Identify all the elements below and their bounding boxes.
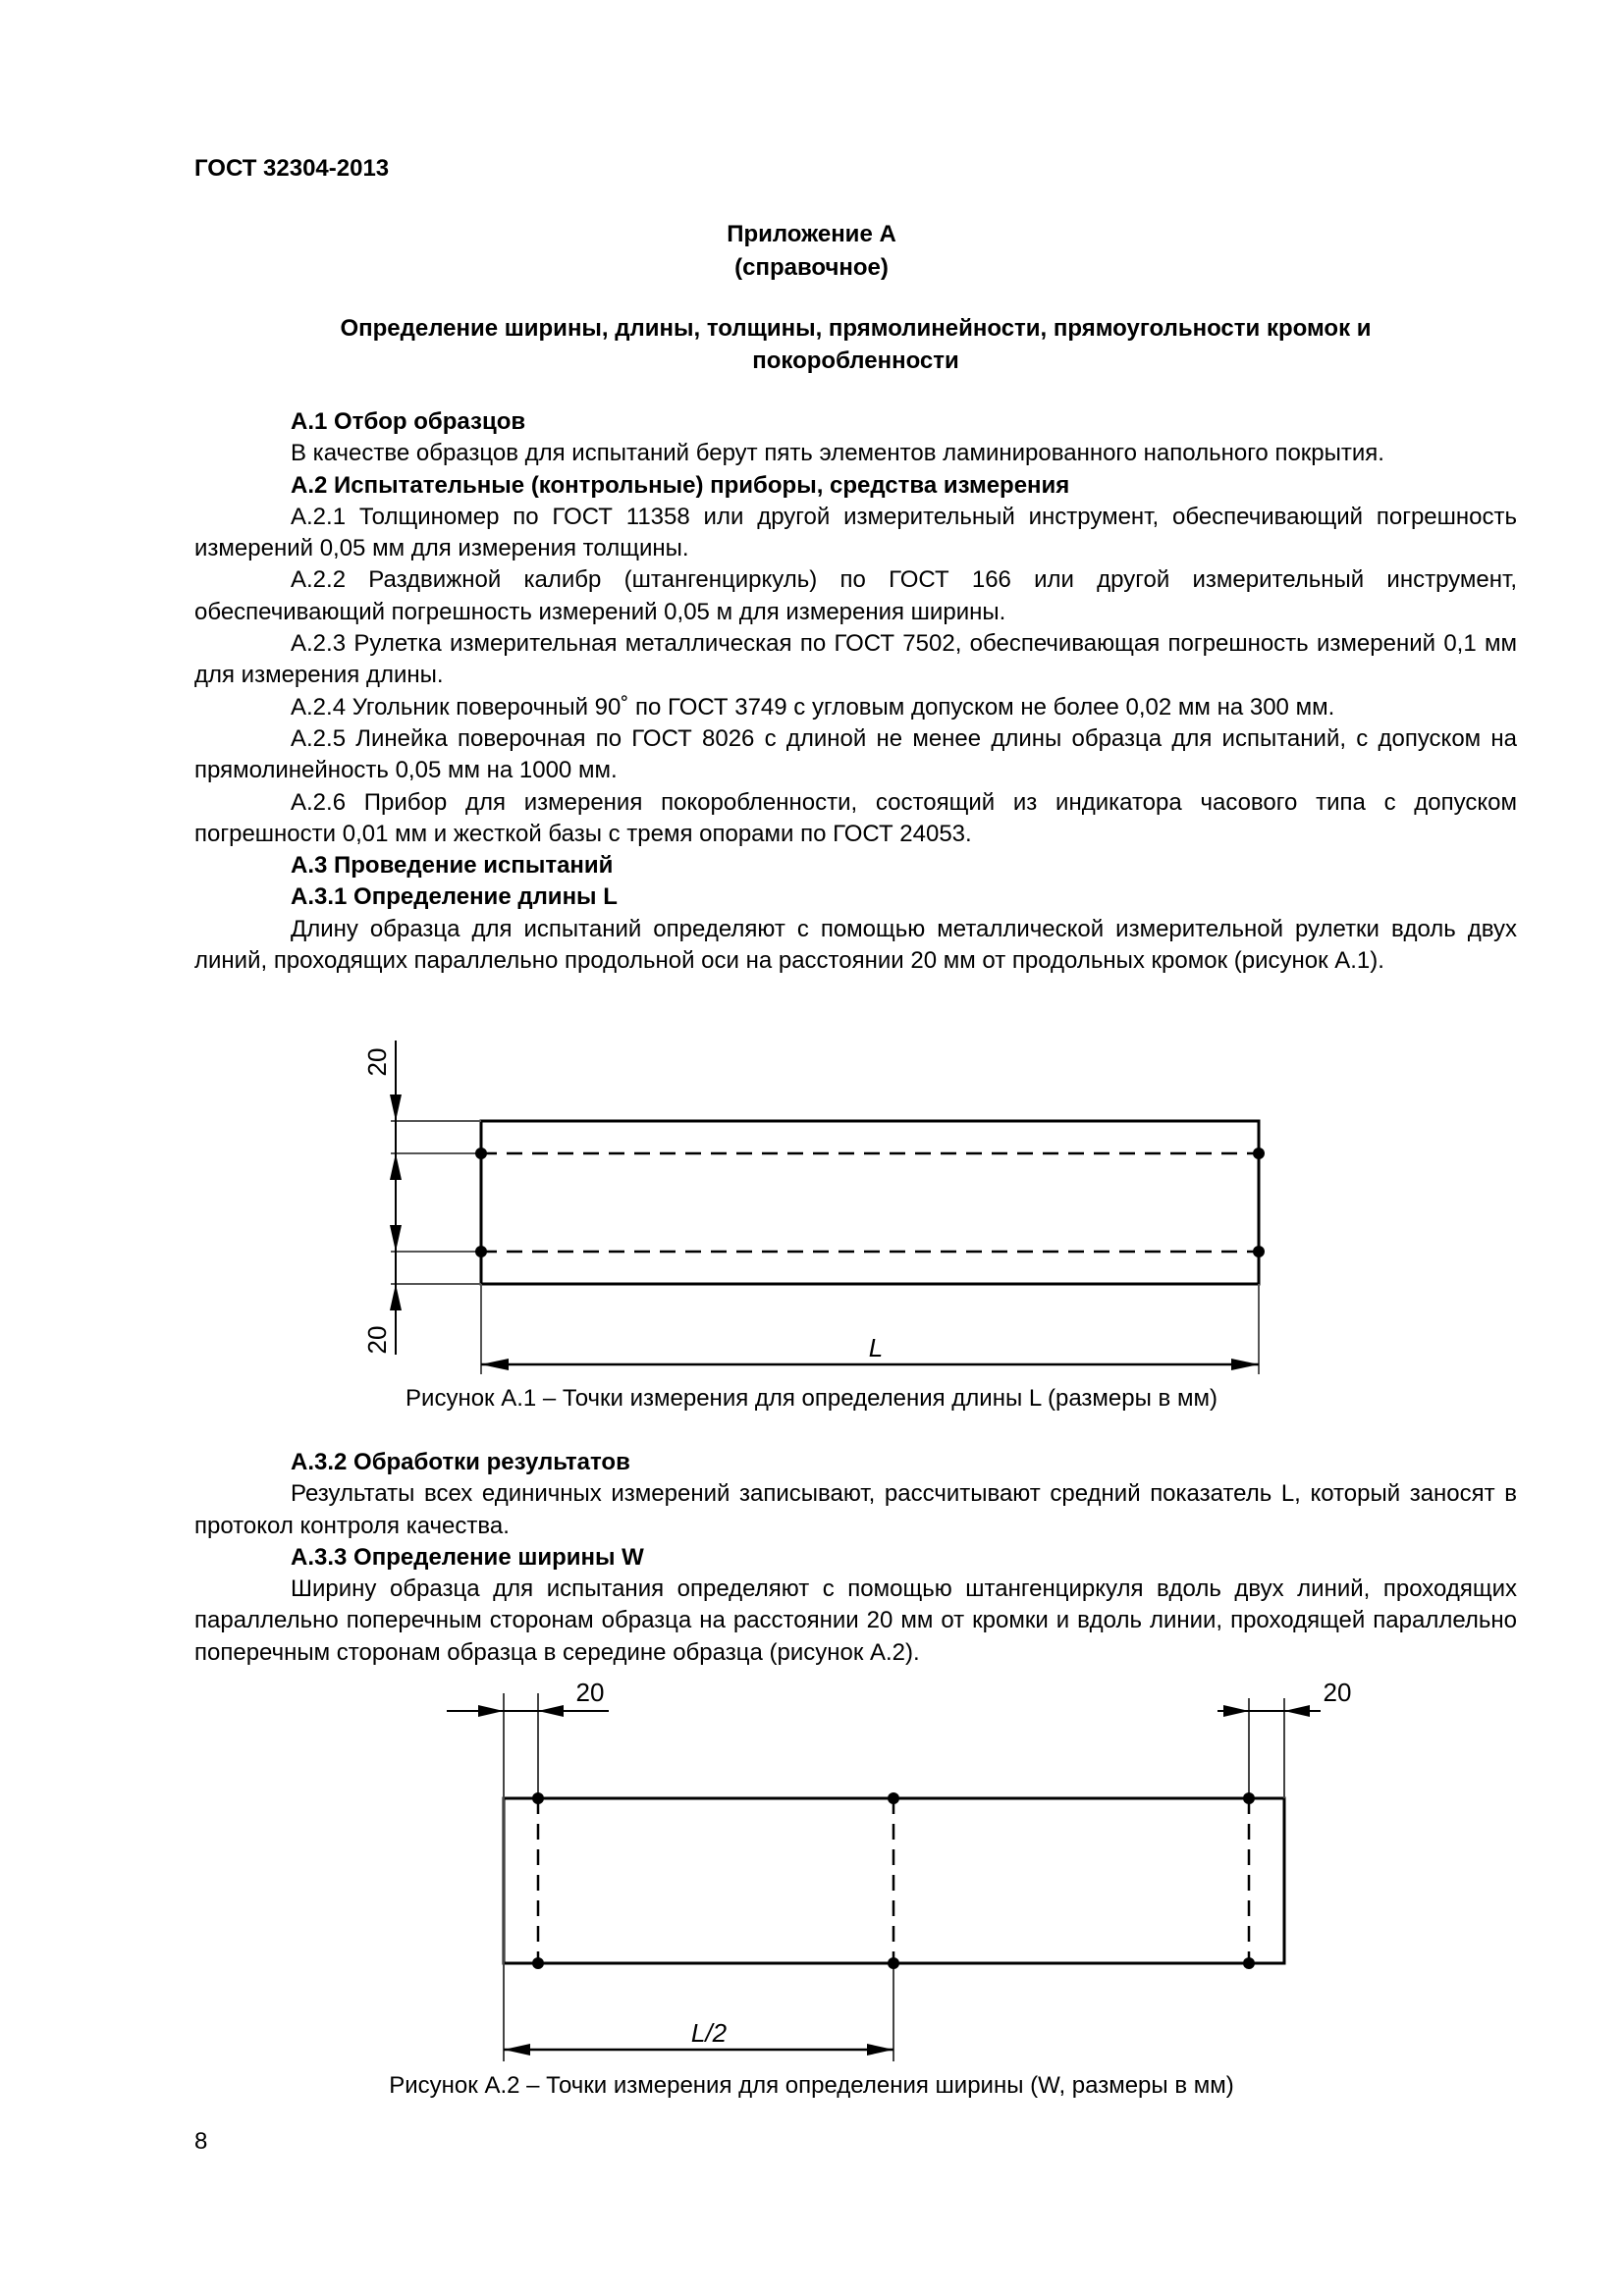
section-heading: А.3 Проведение испытаний xyxy=(291,852,614,880)
appendix-title: Приложение А xyxy=(727,221,896,247)
section-heading: А.2 Испытательные (контрольные) приборы, средства измерения xyxy=(291,471,1070,499)
measure-point xyxy=(888,1957,899,1969)
section-title-line-1: Определение ширины, длины, толщины, прямолинейности, прямоугольности кромок и xyxy=(340,315,1372,342)
paragraph: Длину образца для испытаний определяют с помощью металлической измерительной рулетки вдоль двух линий, проходящих параллельно продольной оси на расстоянии 20 мм от продольных кромок (рисунок А.1). xyxy=(194,915,1517,975)
dim-label-half: L/2 xyxy=(690,2018,728,2048)
sample-outline xyxy=(504,1798,1284,1963)
measure-point xyxy=(1243,1957,1255,1969)
page-number: 8 xyxy=(194,2128,208,2155)
appendix-subtitle: (справочное) xyxy=(734,254,889,281)
section-heading: А.3.3 Определение ширины W xyxy=(291,1543,644,1571)
section-heading: А.3.2 Обработки результатов xyxy=(291,1449,630,1475)
dim-label-length: L xyxy=(868,1333,884,1362)
measure-point xyxy=(1253,1246,1265,1257)
dim-label-right: 20 xyxy=(1323,1678,1352,1707)
measure-point xyxy=(532,1957,544,1969)
figure-a2-caption: Рисунок А.2 – Точки измерения для определения ширины (W, размеры в мм) xyxy=(389,2072,1234,2099)
body-text-2 xyxy=(194,1447,1517,1669)
section-title-line-2: покоробленности xyxy=(752,347,959,374)
measure-point xyxy=(888,1792,899,1804)
section-heading: А.1 Отбор образцов xyxy=(291,408,526,435)
paragraph: Результаты всех единичных измерений записывают, рассчитывают средний показатель L, который заносят в протокол контроля качества. xyxy=(194,1480,1517,1539)
measure-point xyxy=(1253,1148,1265,1159)
section-title xyxy=(194,312,1517,377)
measure-point xyxy=(1243,1792,1255,1804)
figure-a1-caption: Рисунок А.1 – Точки измерения для определения длины L (размеры в мм) xyxy=(406,1385,1217,1412)
paragraph: А.2.1 Толщиномер по ГОСТ 11358 или другой измерительный инструмент, обеспечивающий погрешность измерений 0,05 мм для измерения толщины. xyxy=(194,503,1517,562)
dim-label-top: 20 xyxy=(362,1047,392,1077)
paragraph: А.2.4 Угольник поверочный 90˚ по ГОСТ 3749 с угловым допуском не более 0,02 мм на 300 мм. xyxy=(291,693,1335,721)
section-heading: А.3.1 Определение длины L xyxy=(291,883,618,911)
paragraph: А.2.5 Линейка поверочная по ГОСТ 8026 с длиной не менее длины образца для испытаний, с допуском на прямолинейность 0,05 мм на 1000 мм. xyxy=(194,724,1517,784)
dim-label-bottom: 20 xyxy=(362,1325,392,1355)
measure-point xyxy=(475,1148,487,1159)
measure-point xyxy=(475,1246,487,1257)
body-text-1 xyxy=(194,406,1517,977)
paragraph: А.2.3 Рулетка измерительная металлическая по ГОСТ 7502, обеспечивающая погрешность измерений 0,1 мм для измерения длины. xyxy=(194,630,1517,689)
document-header: ГОСТ 32304-2013 xyxy=(194,155,390,182)
dim-label-left: 20 xyxy=(575,1678,605,1707)
sample-outline xyxy=(481,1121,1259,1284)
paragraph: А.2.6 Прибор для измерения покоробленности, состоящий из индикатора часового типа с допуском погрешности 0,01 мм и жесткой базы с тремя опорами по ГОСТ 24053. xyxy=(194,788,1517,847)
measure-point xyxy=(532,1792,544,1804)
paragraph: Ширину образца для испытания определяют с помощью штангенциркуля вдоль двух линий, проходящих параллельно поперечным сторонам образца на расстоянии 20 мм от кромки и вдоль линии, проходящей параллельно поперечным сторонам образца в середине образца (рисунок А.2). xyxy=(194,1575,1517,1666)
paragraph: А.2.2 Раздвижной калибр (штангенциркуль) по ГОСТ 166 или другой измерительный инструмент, обеспечивающий погрешность измерений 0,05 м для измерения ширины. xyxy=(194,566,1517,625)
paragraph: В качестве образцов для испытаний берут пять элементов ламинированного напольного покрытия. xyxy=(291,440,1384,467)
appendix-heading xyxy=(0,218,1623,285)
